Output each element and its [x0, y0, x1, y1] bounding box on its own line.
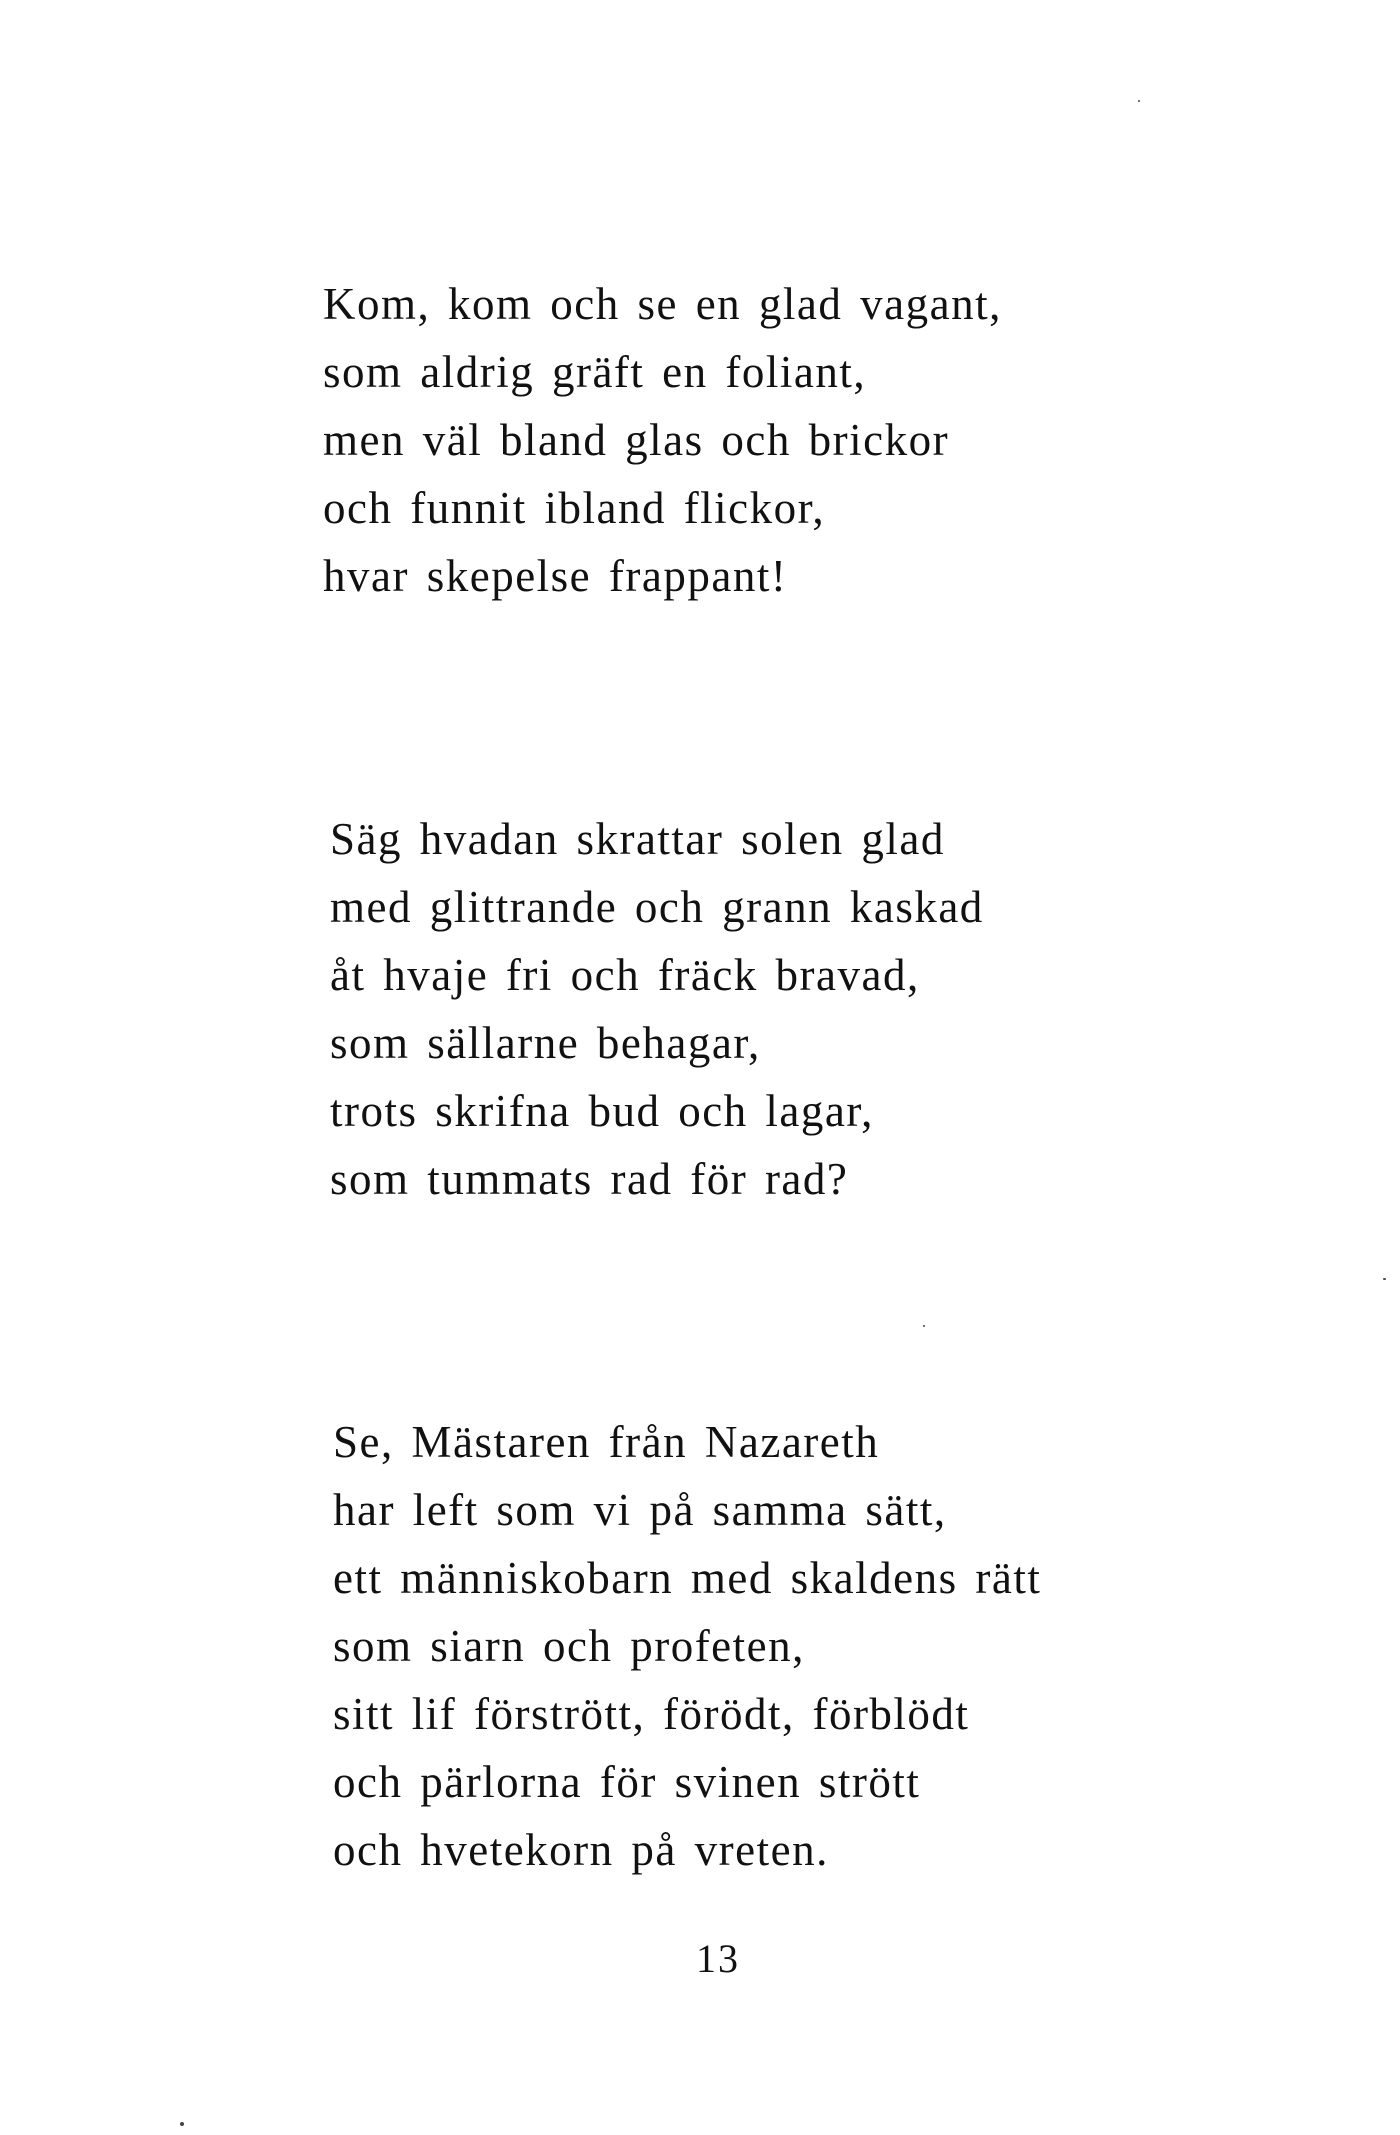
poem-line: som tummats rad för rad?	[330, 1154, 849, 1204]
poem-line: och hvetekorn på vreten.	[333, 1825, 829, 1875]
stanza-1	[323, 270, 1002, 610]
poem-line: som siarn och profeten,	[333, 1621, 805, 1671]
poem-line: och pärlorna för svinen strött	[333, 1757, 921, 1807]
poem-line: Säg hvadan skrattar solen glad	[330, 814, 945, 864]
poem-line: hvar skepelse frappant!	[323, 551, 788, 601]
scan-speck	[1383, 1278, 1386, 1280]
poem-line: Se, Mästaren från Nazareth	[333, 1417, 880, 1467]
poem-line: Kom, kom och se en glad vagant,	[323, 279, 1002, 329]
poem-line: som sällarne behagar,	[330, 1018, 761, 1068]
scan-speck	[180, 2122, 184, 2126]
poem-line: som aldrig gräft en foliant,	[323, 347, 867, 397]
poem-line: har left som vi på samma sätt,	[333, 1485, 947, 1535]
poem-line: åt hvaje fri och fräck bravad,	[330, 950, 920, 1000]
poem-line: sitt lif förstrött, förödt, förblödt	[333, 1689, 970, 1739]
poem-line: men väl bland glas och brickor	[323, 415, 950, 465]
page-number: 13	[696, 1936, 740, 1981]
poem-line: ett människobarn med skaldens rätt	[333, 1553, 1042, 1603]
stanza-3	[333, 1408, 1041, 1884]
scan-speck	[923, 1325, 925, 1327]
poem-line: med glittrande och grann kaskad	[330, 882, 984, 932]
scan-speck	[1138, 100, 1140, 102]
poem-line: och funnit ibland flickor,	[323, 483, 826, 533]
poem-line: trots skrifna bud och lagar,	[330, 1086, 874, 1136]
stanza-2	[330, 805, 984, 1213]
